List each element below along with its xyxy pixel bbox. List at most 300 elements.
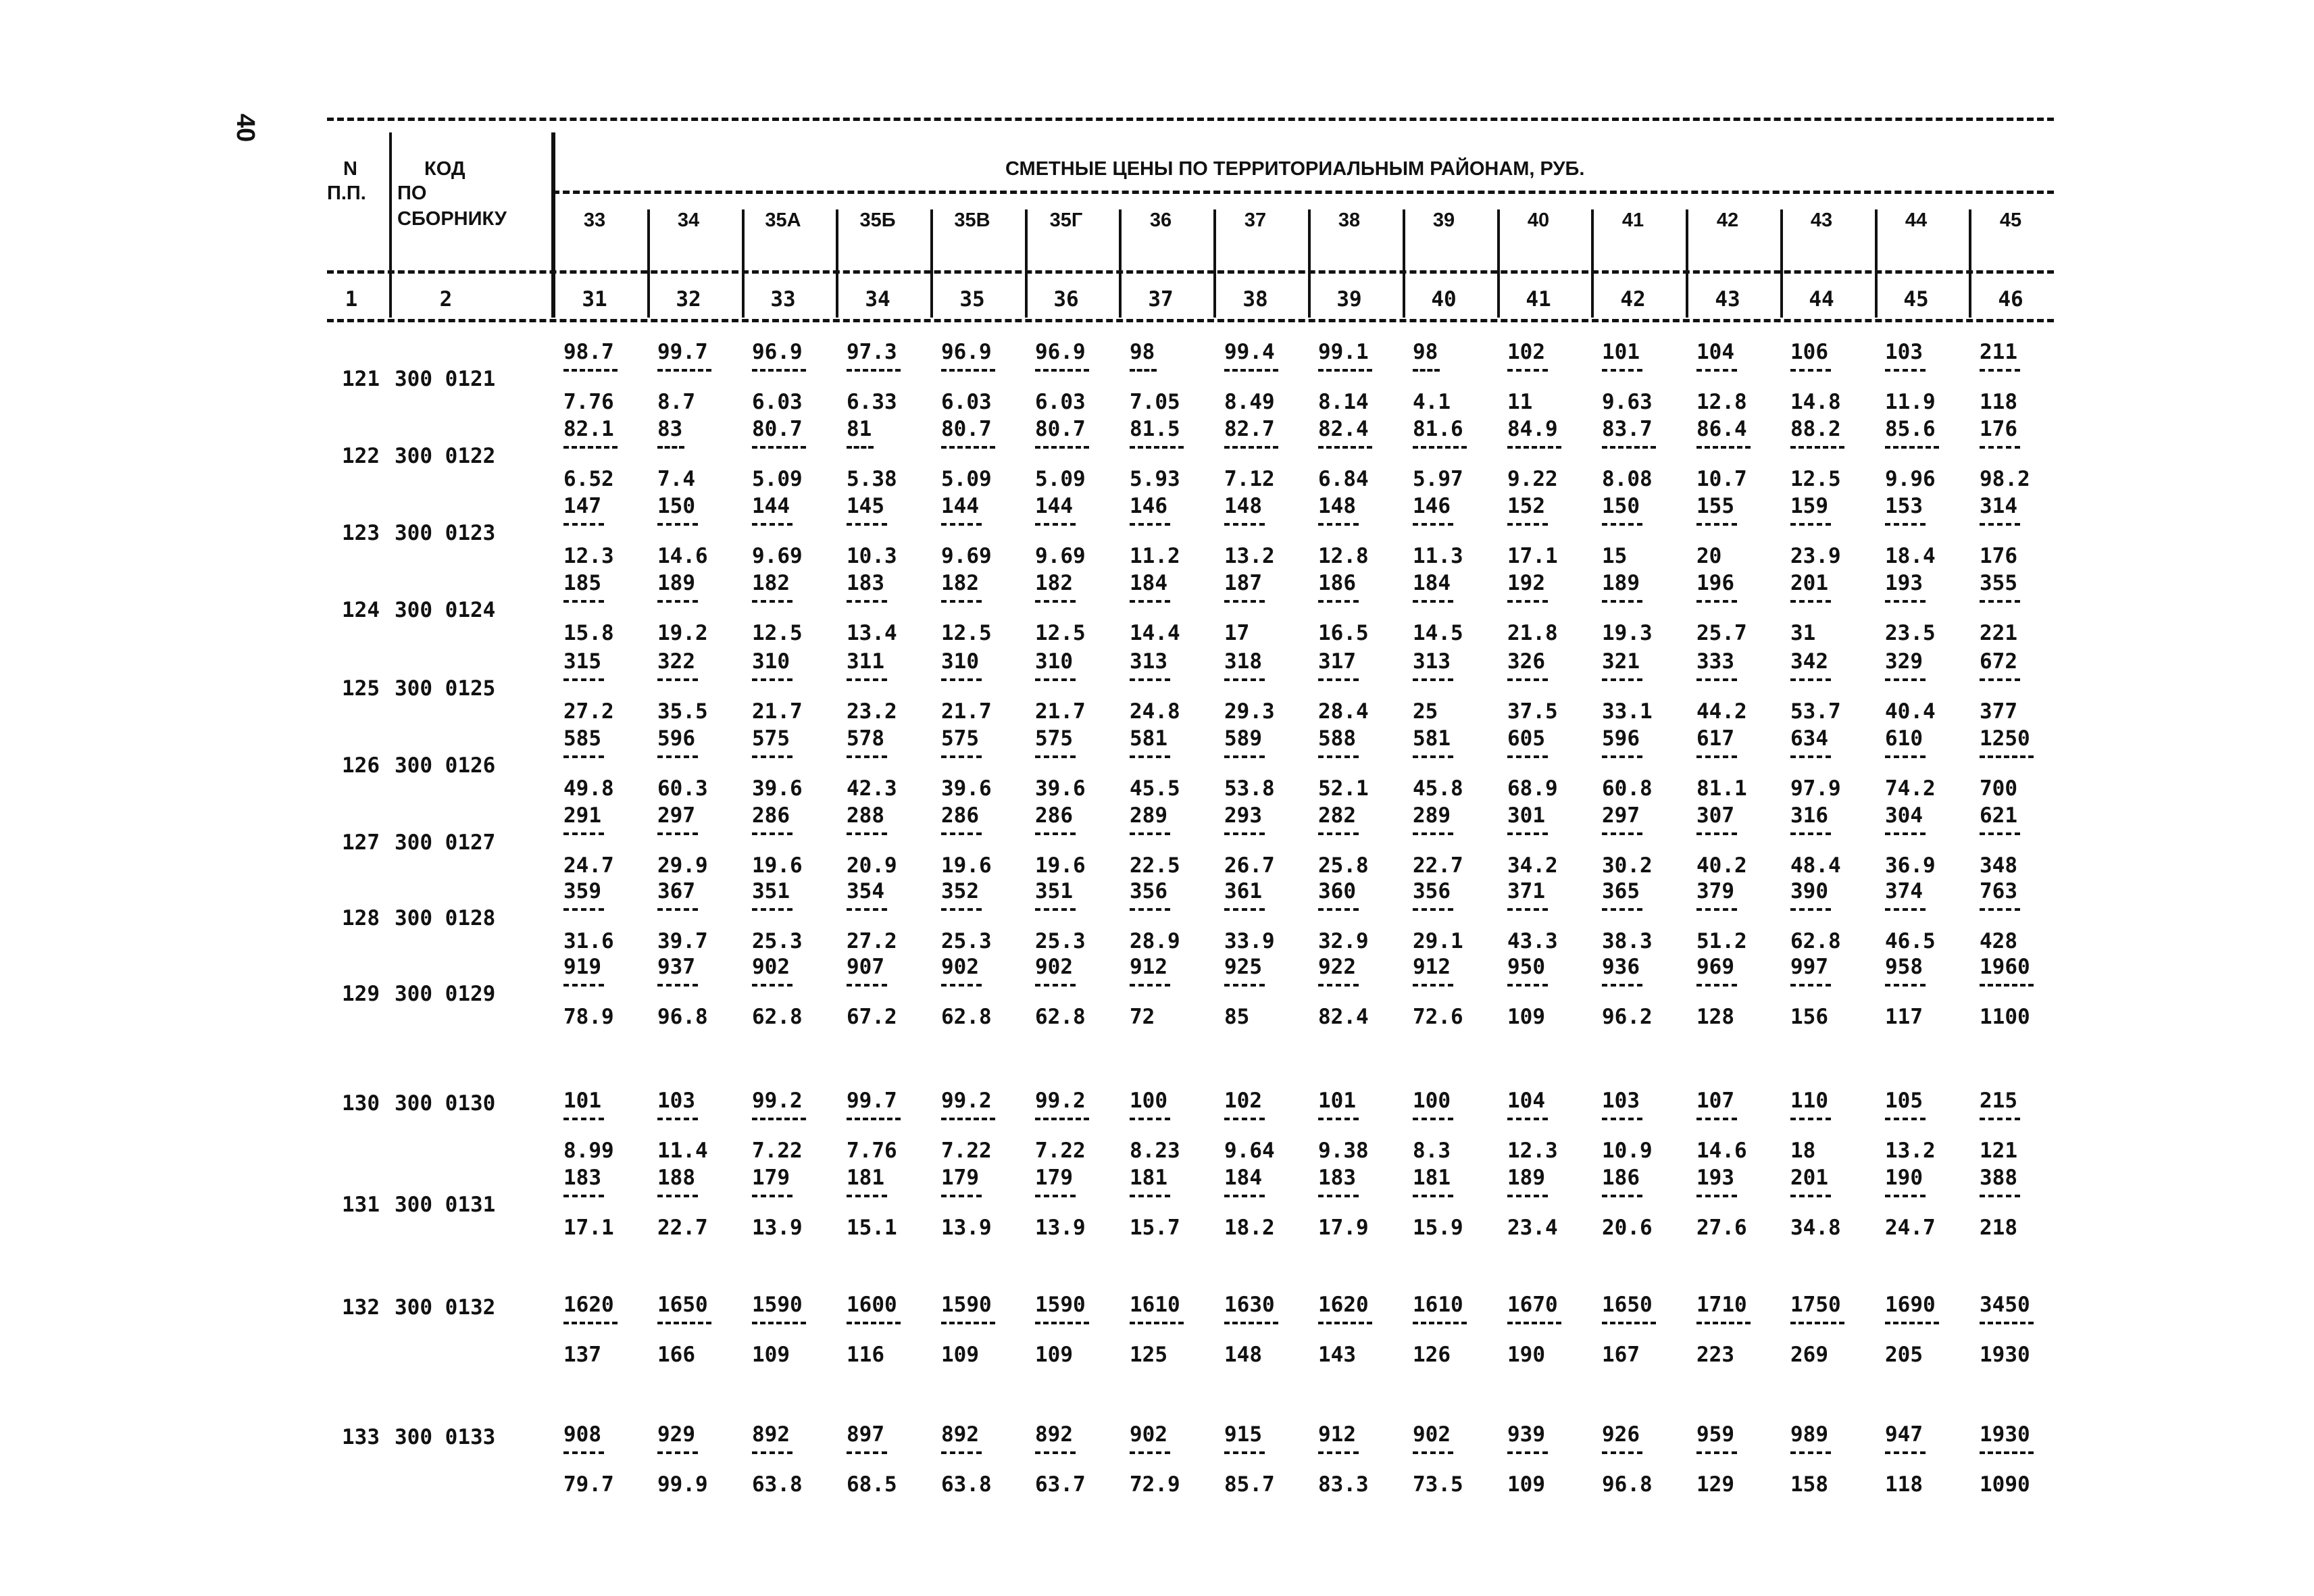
price-value: 947 [1885, 1422, 1923, 1447]
price-value: 307 [1696, 803, 1734, 828]
price-value: 269 [1790, 1343, 1828, 1367]
price-value: 936 [1602, 955, 1640, 979]
price-value: 48.4 [1790, 853, 1841, 878]
fraction-dash [1507, 369, 1548, 372]
price-value: 184 [1413, 571, 1451, 595]
price-value: 356 [1130, 879, 1167, 903]
price-value: 950 [1507, 955, 1545, 979]
price-value: 83.3 [1318, 1472, 1369, 1497]
fraction-dash [657, 984, 698, 987]
price-value: 589 [1224, 726, 1262, 751]
row-number: 127 [342, 830, 380, 855]
price-value: 150 [657, 494, 695, 518]
price-value: 39.6 [752, 776, 803, 801]
fraction-dash [1980, 908, 2020, 911]
fraction-dash [941, 1195, 982, 1197]
price-value: 9.63 [1602, 390, 1653, 414]
price-value: 19.6 [752, 853, 803, 878]
fraction-dash [1696, 1451, 1737, 1454]
fraction-dash [1885, 600, 1926, 603]
price-value: 116 [847, 1343, 884, 1367]
fraction-dash [657, 832, 698, 835]
fraction-dash [1413, 755, 1453, 758]
price-value: 15.9 [1413, 1216, 1463, 1240]
fraction-dash [563, 369, 618, 372]
fraction-dash [1318, 369, 1372, 372]
fraction-dash [1602, 446, 1656, 449]
price-value: 85.7 [1224, 1472, 1275, 1497]
row-number: 128 [342, 906, 380, 930]
price-value: 80.7 [1035, 417, 1086, 441]
price-value: 351 [752, 879, 790, 903]
price-value: 902 [941, 955, 979, 979]
price-value: 617 [1696, 726, 1734, 751]
price-value: 146 [1130, 494, 1167, 518]
fraction-dash [1507, 1322, 1561, 1324]
price-value: 7.76 [847, 1139, 897, 1163]
code-label: КОД [424, 158, 466, 180]
fraction-dash [1980, 1195, 2020, 1197]
price-value: 143 [1318, 1343, 1356, 1367]
region-code: 35В [954, 209, 990, 231]
price-value: 82.1 [563, 417, 614, 441]
fraction-dash [1318, 755, 1359, 758]
fraction-dash [1507, 984, 1548, 987]
fraction-dash [1790, 1195, 1831, 1197]
collection-code: 300 0121 [395, 367, 496, 391]
price-value: 7.76 [563, 390, 614, 414]
price-value: 282 [1318, 803, 1356, 828]
fraction-dash [941, 755, 982, 758]
price-value: 20.9 [847, 853, 897, 878]
fraction-dash [752, 600, 793, 603]
price-value: 6.33 [847, 390, 897, 414]
price-value: 102 [1507, 340, 1545, 364]
price-value: 104 [1507, 1089, 1545, 1113]
fraction-dash [847, 369, 901, 372]
fraction-dash [1035, 1118, 1089, 1120]
price-value: 912 [1413, 955, 1451, 979]
fraction-dash [1413, 1322, 1467, 1324]
price-value: 182 [941, 571, 979, 595]
price-value: 22.7 [1413, 853, 1463, 878]
fraction-dash [657, 755, 698, 758]
fraction-dash [1224, 446, 1278, 449]
region-code: 38 [1338, 209, 1361, 231]
price-value: 19.6 [1035, 853, 1086, 878]
price-value: 969 [1696, 955, 1734, 979]
row-number: 131 [342, 1193, 380, 1217]
price-value: 9.22 [1507, 467, 1558, 491]
collection-code: 300 0131 [395, 1193, 496, 1217]
price-value: 291 [563, 803, 601, 828]
price-value: 88.2 [1790, 417, 1841, 441]
fraction-dash [1035, 1451, 1076, 1454]
price-value: 99.1 [1318, 340, 1369, 364]
row-number: 124 [342, 598, 380, 622]
fraction-dash [657, 908, 698, 911]
fraction-dash [1696, 755, 1737, 758]
fraction-dash [847, 446, 874, 449]
fraction-dash [1413, 369, 1440, 372]
fraction-dash [1602, 984, 1642, 987]
collection-code: 300 0122 [395, 444, 496, 468]
price-value: 313 [1130, 649, 1167, 674]
price-value: 109 [941, 1343, 979, 1367]
price-value: 193 [1885, 571, 1923, 595]
price-value: 4.1 [1413, 390, 1451, 414]
price-value: 7.12 [1224, 467, 1275, 491]
fraction-dash [1790, 446, 1844, 449]
price-value: 892 [941, 1422, 979, 1447]
price-value: 26.7 [1224, 853, 1275, 878]
price-value: 99.4 [1224, 340, 1275, 364]
price-value: 34.2 [1507, 853, 1558, 878]
price-value: 902 [1413, 1422, 1451, 1447]
fraction-dash [1885, 908, 1926, 911]
price-value: 919 [563, 955, 601, 979]
price-value: 672 [1980, 649, 2017, 674]
price-value: 152 [1507, 494, 1545, 518]
price-value: 96.9 [941, 340, 992, 364]
price-value: 311 [847, 649, 884, 674]
price-value: 7.05 [1130, 390, 1180, 414]
price-value: 301 [1507, 803, 1545, 828]
price-value: 85 [1224, 1005, 1250, 1029]
fraction-dash [1318, 523, 1359, 526]
price-value: 11 [1507, 390, 1533, 414]
price-value: 9.69 [1035, 544, 1086, 568]
index-number: 32 [676, 287, 701, 311]
price-value: 25 [1413, 699, 1438, 724]
fraction-dash [1790, 908, 1831, 911]
fraction-dash [1035, 446, 1089, 449]
price-value: 183 [563, 1166, 601, 1190]
price-value: 193 [1696, 1166, 1734, 1190]
price-value: 49.8 [563, 776, 614, 801]
fraction-dash [1413, 984, 1453, 987]
fraction-dash [941, 523, 982, 526]
fraction-dash [847, 678, 887, 681]
price-value: 610 [1885, 726, 1923, 751]
fraction-dash [1696, 1118, 1737, 1120]
price-value: 9.38 [1318, 1139, 1369, 1163]
fraction-dash [1413, 1451, 1453, 1454]
price-value: 926 [1602, 1422, 1640, 1447]
price-value: 8.99 [563, 1139, 614, 1163]
fraction-dash [1224, 755, 1265, 758]
price-value: 11.3 [1413, 544, 1463, 568]
price-value: 118 [1980, 390, 2017, 414]
fraction-dash [1696, 1195, 1737, 1197]
index-number: 35 [959, 287, 985, 311]
fraction-dash [563, 678, 604, 681]
price-value: 342 [1790, 649, 1828, 674]
price-value: 351 [1035, 879, 1073, 903]
price-value: 25.3 [752, 929, 803, 953]
price-value: 29.3 [1224, 699, 1275, 724]
column-divider [836, 209, 838, 318]
price-value: 105 [1885, 1089, 1923, 1113]
price-value: 912 [1130, 955, 1167, 979]
price-value: 20 [1696, 544, 1722, 568]
fraction-dash [1224, 600, 1265, 603]
row-number: 126 [342, 753, 380, 778]
price-value: 575 [1035, 726, 1073, 751]
price-value: 40.2 [1696, 853, 1747, 878]
price-value: 907 [847, 955, 884, 979]
price-value: 8.08 [1602, 467, 1653, 491]
code-label: ПО [397, 182, 427, 204]
price-value: 1960 [1980, 955, 2030, 979]
table-title: СМЕТНЫЕ ЦЕНЫ ПО ТЕРРИТОРИАЛЬНЫМ РАЙОНАМ, РУБ. [1005, 158, 1585, 180]
fraction-dash [1602, 678, 1642, 681]
price-value: 365 [1602, 879, 1640, 903]
column-divider [1591, 209, 1594, 318]
column-divider [1497, 209, 1500, 318]
price-value: 352 [941, 879, 979, 903]
region-code: 34 [677, 209, 700, 231]
price-value: 329 [1885, 649, 1923, 674]
price-value: 146 [1413, 494, 1451, 518]
price-value: 428 [1980, 929, 2017, 953]
fraction-dash [1696, 446, 1751, 449]
price-value: 29.9 [657, 853, 708, 878]
fraction-dash [1885, 1195, 1926, 1197]
price-value: 33.9 [1224, 929, 1275, 953]
column-divider [1780, 209, 1783, 318]
price-value: 60.8 [1602, 776, 1653, 801]
price-value: 9.64 [1224, 1139, 1275, 1163]
price-value: 109 [752, 1343, 790, 1367]
price-value: 186 [1318, 571, 1356, 595]
price-value: 23.5 [1885, 621, 1936, 645]
price-value: 159 [1790, 494, 1828, 518]
price-value: 74.2 [1885, 776, 1936, 801]
collection-code: 300 0129 [395, 982, 496, 1006]
fraction-dash [752, 908, 793, 911]
price-value: 99.2 [1035, 1089, 1086, 1113]
price-value: 102 [1224, 1089, 1262, 1113]
price-value: 1100 [1980, 1005, 2030, 1029]
price-value: 68.5 [847, 1472, 897, 1497]
fraction-dash [1413, 446, 1467, 449]
price-value: 215 [1980, 1089, 2017, 1113]
price-value: 10.9 [1602, 1139, 1653, 1163]
price-value: 24.7 [563, 853, 614, 878]
index-number: 43 [1715, 287, 1740, 311]
collection-code: 300 0125 [395, 676, 496, 701]
price-value: 1610 [1413, 1293, 1463, 1317]
fraction-dash [1696, 832, 1737, 835]
price-value: 22.7 [657, 1216, 708, 1240]
fraction-dash [563, 984, 604, 987]
price-value: 360 [1318, 879, 1356, 903]
price-value: 367 [657, 879, 695, 903]
price-value: 101 [563, 1089, 601, 1113]
price-value: 86.4 [1696, 417, 1747, 441]
fraction-dash [1980, 369, 2020, 372]
price-value: 5.09 [1035, 467, 1086, 491]
price-value: 184 [1224, 1166, 1262, 1190]
price-value: 310 [752, 649, 790, 674]
price-value: 107 [1696, 1089, 1734, 1113]
price-value: 37.5 [1507, 699, 1558, 724]
fraction-dash [1130, 755, 1170, 758]
price-value: 11.2 [1130, 544, 1180, 568]
fraction-dash [657, 369, 711, 372]
price-value: 9.96 [1885, 467, 1936, 491]
fraction-dash [1035, 369, 1089, 372]
fraction-dash [752, 369, 806, 372]
index-number: 34 [865, 287, 890, 311]
fraction-dash [1602, 1322, 1656, 1324]
price-value: 575 [941, 726, 979, 751]
fraction-dash [1885, 446, 1939, 449]
price-value: 10.7 [1696, 467, 1747, 491]
price-value: 585 [563, 726, 601, 751]
price-value: 371 [1507, 879, 1545, 903]
price-value: 24.7 [1885, 1216, 1936, 1240]
price-value: 326 [1507, 649, 1545, 674]
price-value: 1600 [847, 1293, 897, 1317]
price-value: 9.69 [941, 544, 992, 568]
fraction-dash [941, 1118, 995, 1120]
price-value: 15.1 [847, 1216, 897, 1240]
price-value: 72 [1130, 1005, 1155, 1029]
price-value: 286 [1035, 803, 1073, 828]
fraction-dash [563, 1322, 618, 1324]
index-number: 1 [345, 287, 358, 311]
price-value: 42.3 [847, 776, 897, 801]
price-value: 19.6 [941, 853, 992, 878]
region-code: 45 [1999, 209, 2022, 231]
price-value: 82.7 [1224, 417, 1275, 441]
fraction-dash [1980, 1322, 2034, 1324]
price-value: 117 [1885, 1005, 1923, 1029]
price-value: 377 [1980, 699, 2017, 724]
price-value: 28.4 [1318, 699, 1369, 724]
fraction-dash [1130, 984, 1170, 987]
region-code: 35Г [1049, 209, 1083, 231]
price-value: 5.93 [1130, 467, 1180, 491]
region-code: 39 [1432, 209, 1455, 231]
price-value: 84.9 [1507, 417, 1558, 441]
price-value: 83.7 [1602, 417, 1653, 441]
price-value: 700 [1980, 776, 2017, 801]
column-divider [1969, 209, 1971, 318]
row-number: 123 [342, 521, 380, 545]
fraction-dash [1413, 600, 1453, 603]
fraction-dash [1507, 523, 1548, 526]
price-value: 12.5 [1790, 467, 1841, 491]
price-value: 28.9 [1130, 929, 1180, 953]
fraction-dash [752, 1195, 793, 1197]
region-code: 40 [1527, 209, 1550, 231]
price-value: 356 [1413, 879, 1451, 903]
index-row-rule [327, 319, 2054, 322]
price-value: 7.22 [1035, 1139, 1086, 1163]
fraction-dash [1980, 755, 2034, 758]
index-number: 44 [1809, 287, 1834, 311]
fraction-dash [1035, 755, 1076, 758]
fraction-dash [1224, 1118, 1265, 1120]
collection-code: 300 0128 [395, 906, 496, 930]
price-value: 6.52 [563, 467, 614, 491]
price-value: 147 [563, 494, 601, 518]
price-value: 288 [847, 803, 884, 828]
fraction-dash [1696, 523, 1737, 526]
price-value: 148 [1318, 494, 1356, 518]
price-value: 25.8 [1318, 853, 1369, 878]
price-value: 73.5 [1413, 1472, 1463, 1497]
fraction-dash [1507, 832, 1548, 835]
price-value: 5.09 [752, 467, 803, 491]
price-value: 12.8 [1318, 544, 1369, 568]
fraction-dash [1980, 1118, 2020, 1120]
price-value: 121 [1980, 1139, 2017, 1163]
fraction-dash [1885, 984, 1926, 987]
price-value: 17.1 [563, 1216, 614, 1240]
fraction-dash [1224, 678, 1265, 681]
price-value: 1620 [563, 1293, 614, 1317]
price-value: 21.7 [752, 699, 803, 724]
price-value: 184 [1130, 571, 1167, 595]
price-value: 31 [1790, 621, 1816, 645]
fraction-dash [752, 832, 793, 835]
collection-code: 300 0123 [395, 521, 496, 545]
price-value: 293 [1224, 803, 1262, 828]
fraction-dash [1035, 678, 1076, 681]
price-value: 8.14 [1318, 390, 1369, 414]
price-value: 286 [941, 803, 979, 828]
price-value: 46.5 [1885, 929, 1936, 953]
price-value: 63.7 [1035, 1472, 1086, 1497]
fraction-dash [1885, 755, 1926, 758]
fraction-dash [1602, 369, 1642, 372]
price-value: 892 [752, 1422, 790, 1447]
price-value: 176 [1980, 544, 2017, 568]
price-value: 15.8 [563, 621, 614, 645]
fraction-dash [752, 755, 793, 758]
price-value: 25.3 [941, 929, 992, 953]
price-value: 182 [752, 571, 790, 595]
fraction-dash [657, 1322, 711, 1324]
fraction-dash [1696, 908, 1737, 911]
price-value: 892 [1035, 1422, 1073, 1447]
index-number: 36 [1053, 287, 1079, 311]
fraction-dash [657, 600, 698, 603]
price-value: 167 [1602, 1343, 1640, 1367]
price-value: 355 [1980, 571, 2017, 595]
price-value: 158 [1790, 1472, 1828, 1497]
fraction-dash [1885, 1451, 1926, 1454]
price-value: 186 [1602, 1166, 1640, 1190]
price-value: 605 [1507, 726, 1545, 751]
price-value: 81.1 [1696, 776, 1747, 801]
column-divider [553, 132, 555, 318]
price-value: 145 [847, 494, 884, 518]
price-value: 221 [1980, 621, 2017, 645]
fraction-dash [752, 1451, 793, 1454]
region-header-rule [553, 191, 2054, 194]
price-value: 38.3 [1602, 929, 1653, 953]
price-value: 205 [1885, 1343, 1923, 1367]
price-value: 6.03 [1035, 390, 1086, 414]
price-value: 96.9 [1035, 340, 1086, 364]
fraction-dash [1035, 1195, 1076, 1197]
fraction-dash [1790, 1451, 1831, 1454]
